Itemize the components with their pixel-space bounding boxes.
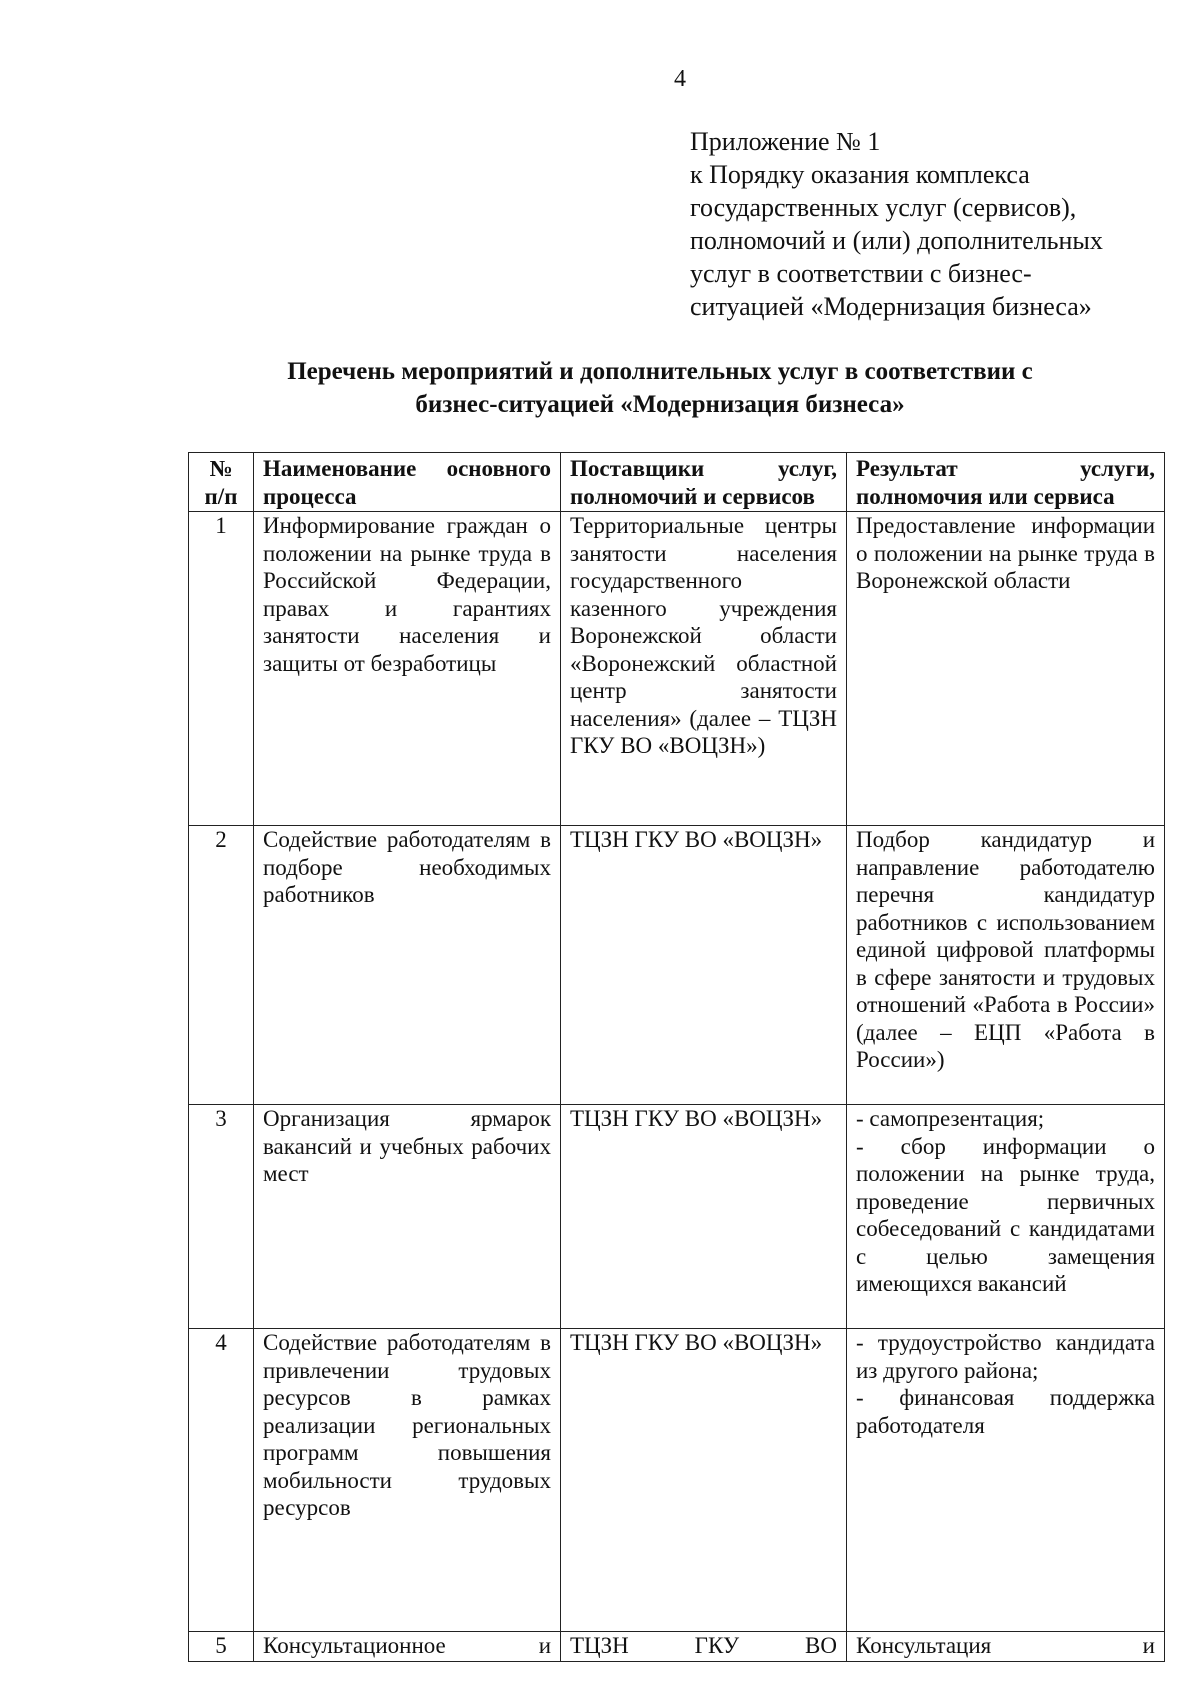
header-providers-line: полномочий и сервисов [570, 483, 815, 509]
row-number: 3 [189, 1105, 254, 1329]
row-provider: ТЦЗН ГКУ ВО «ВОЦЗН» [561, 826, 847, 1105]
row-result: Предоставление информации о положении на рынке труда в Воронежской области [847, 512, 1165, 826]
appendix-line: услуг в соответствии с бизнес- [690, 259, 1032, 288]
row-number: 1 [189, 512, 254, 826]
document-title-line: бизнес-ситуацией «Модернизация бизнеса» [415, 391, 905, 418]
header-number [189, 453, 254, 512]
appendix-line: ситуацией «Модернизация бизнеса» [690, 292, 1092, 321]
header-providers [561, 453, 847, 512]
document-title-line: Перечень мероприятий и дополнительных услуг в соответствии с [287, 358, 1033, 385]
result-item: - самопрезентация; [856, 1106, 1045, 1131]
document-title [190, 355, 1130, 421]
row-number: 4 [189, 1329, 254, 1632]
header-process [254, 453, 561, 512]
row-process: Содействие работодателям в подборе необходимых работников [254, 826, 561, 1105]
header-process-line: Наименование основного [263, 456, 551, 481]
result-item: - трудоустройство кандидата из другого района; [856, 1330, 1155, 1383]
row-provider: Территориальные центры занятости населения государственного казенного учреждения Воронежской области «Воронежский областной центр занятости населения» (далее – ТЦЗН ГКУ ВО «ВОЦЗН») [561, 512, 847, 826]
header-process-line: процесса [263, 483, 357, 509]
page-number: 4 [674, 66, 686, 92]
header-result-line: Результат услуги, [856, 456, 1155, 481]
row-provider: ТЦЗН ГКУ ВО «ВОЦЗН» [561, 1105, 847, 1329]
services-table [188, 452, 1165, 1662]
row-process: Организация ярмарок вакансий и учебных рабочих мест [254, 1105, 561, 1329]
header-number-line: № [209, 456, 233, 481]
header-result-line: полномочия или сервиса [856, 483, 1115, 509]
row-provider: ТЦЗН ГКУ ВО «ВОЦЗН» [561, 1329, 847, 1632]
row-result: Подбор кандидатур и направление работодателю перечня кандидатур работников с использованием единой цифровой платформы в сфере занятости и трудовых отношений «Работа в России» (далее – ЕЦП «Работа в России») [847, 826, 1165, 1105]
result-item: - финансовая поддержка работодателя [856, 1385, 1155, 1438]
appendix-line: Приложение № 1 [690, 127, 881, 156]
row-process: Содействие работодателям в привлечении трудовых ресурсов в рамках реализации региональных программ повышения мобильности трудовых ресурсов [254, 1329, 561, 1632]
row-result [847, 1105, 1165, 1329]
table-row [189, 1105, 1165, 1329]
result-item: - сбор информации о положении на рынке труда, проведение первичных собеседований с кандидатами с целью замещения имеющихся вакансий [856, 1133, 1155, 1296]
table-header-row [189, 453, 1165, 512]
table-row [189, 1632, 1165, 1662]
row-provider: ТЦЗН ГКУ ВО [561, 1632, 847, 1662]
appendix-header [690, 125, 1160, 323]
appendix-line: полномочий и (или) дополнительных [690, 226, 1103, 255]
row-process: Консультационное и [254, 1632, 561, 1662]
header-number-line: п/п [204, 483, 238, 509]
row-number: 2 [189, 826, 254, 1105]
row-result: Консультация и [847, 1632, 1165, 1662]
row-result [847, 1329, 1165, 1632]
header-result [847, 453, 1165, 512]
header-providers-line: Поставщики услуг, [570, 456, 837, 481]
row-process: Информирование граждан о положении на рынке труда в Российской Федерации, правах и гарантиях занятости населения и защиты от безработицы [254, 512, 561, 826]
appendix-line: государственных услуг (сервисов), [690, 193, 1077, 222]
appendix-line: к Порядку оказания комплекса [690, 160, 1030, 189]
row-number: 5 [189, 1632, 254, 1662]
table-row [189, 512, 1165, 826]
table-row [189, 1329, 1165, 1632]
table-row [189, 826, 1165, 1105]
